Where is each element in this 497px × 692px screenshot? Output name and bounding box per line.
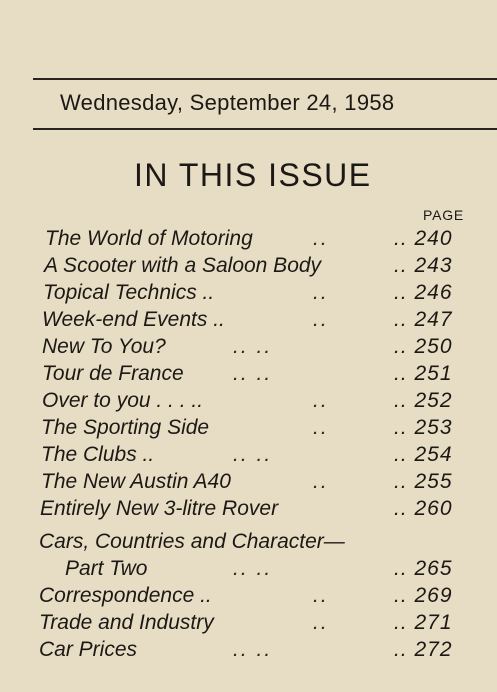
contents-item[interactable] — [0, 611, 497, 638]
contents-item-page: .. 272 — [394, 638, 453, 661]
contents-item-leader: .. — [313, 416, 329, 439]
contents-item-title: Cars, Countries and Character— — [39, 530, 345, 553]
contents-item-page: .. 269 — [394, 584, 453, 607]
contents-item[interactable] — [0, 254, 497, 281]
contents-item-title: Trade and Industry — [39, 611, 214, 634]
contents-item-title: New To You? — [42, 335, 166, 358]
contents-item[interactable] — [0, 362, 497, 389]
contents-item[interactable] — [0, 638, 497, 665]
contents-item[interactable] — [0, 416, 497, 443]
contents-item-title: Entirely New 3-litre Rover — [40, 497, 279, 520]
contents-item-leader: .. .. — [233, 362, 273, 385]
contents-item — [0, 530, 497, 557]
contents-item-page: .. 240 — [394, 227, 453, 250]
contents-item[interactable] — [0, 335, 497, 362]
contents-item-page: .. 260 — [394, 497, 453, 520]
contents-item-page: .. 250 — [394, 335, 453, 358]
contents-item-title: Correspondence .. — [39, 584, 212, 607]
contents-item-leader: .. — [313, 281, 329, 304]
issue-date: Wednesday, September 24, 1958 — [60, 90, 395, 115]
contents-item-leader: .. — [313, 470, 329, 493]
top-rule — [33, 78, 497, 80]
contents-item-page: .. 271 — [394, 611, 453, 634]
contents-item-leader: .. — [313, 584, 329, 607]
contents-item[interactable] — [0, 308, 497, 335]
contents-item[interactable] — [0, 389, 497, 416]
page-title: IN THIS ISSUE — [134, 157, 372, 193]
contents-item-leader: .. — [313, 308, 329, 331]
contents-item-title: The New Austin A40 — [41, 470, 231, 493]
contents-item-page: .. 253 — [394, 416, 453, 439]
contents-item[interactable] — [0, 227, 497, 254]
contents-item[interactable] — [0, 557, 497, 584]
contents-item-page: .. 246 — [394, 281, 453, 304]
contents-item-title: The Sporting Side — [41, 416, 210, 439]
contents-item-title: Car Prices — [39, 638, 138, 661]
contents-item-leader: .. — [313, 611, 329, 634]
contents-item-page: .. 247 — [394, 308, 453, 331]
page-column-header: PAGE — [423, 207, 465, 223]
contents-item-leader: .. — [313, 227, 329, 250]
contents-item-page: .. 243 — [394, 254, 453, 277]
date-rule — [33, 128, 497, 130]
contents-item[interactable] — [0, 470, 497, 497]
contents-item-leader: .. .. — [233, 335, 273, 358]
contents-item-title: Tour de France — [42, 362, 184, 385]
contents-item-title: A Scooter with a Saloon Body — [44, 254, 322, 277]
contents-item[interactable] — [0, 281, 497, 308]
contents-item-page: .. 254 — [394, 443, 453, 466]
contents-item-title: The Clubs .. — [41, 443, 155, 466]
contents-item-leader: .. .. — [233, 638, 273, 661]
contents-item-page: .. 251 — [394, 362, 453, 385]
contents-item-page: .. 265 — [394, 557, 453, 580]
contents-item-title: Over to you . . . .. — [42, 389, 204, 412]
contents-item-title: Part Two — [65, 557, 148, 580]
contents-item-title: The World of Motoring — [45, 227, 253, 250]
contents-item-page: .. 252 — [394, 389, 453, 412]
contents-item[interactable] — [0, 584, 497, 611]
contents-item-leader: .. .. — [233, 557, 273, 580]
contents-item-title: Topical Technics .. — [43, 281, 215, 304]
contents-item-leader: .. .. — [233, 443, 273, 466]
contents-item[interactable] — [0, 443, 497, 470]
contents-item-leader: .. — [313, 389, 329, 412]
contents-item-title: Week-end Events .. — [42, 308, 225, 331]
contents-item-page: .. 255 — [394, 470, 453, 493]
contents-item[interactable] — [0, 497, 497, 524]
